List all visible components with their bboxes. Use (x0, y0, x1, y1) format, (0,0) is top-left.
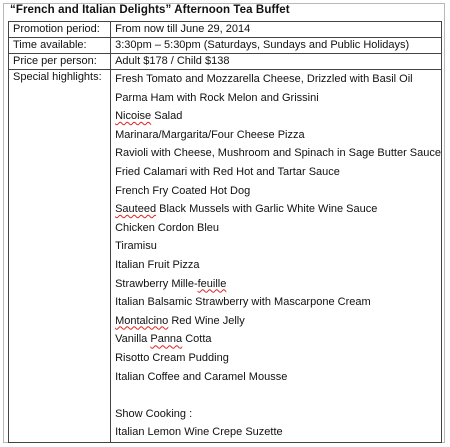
table-row (9, 38, 442, 54)
list-item: Fried Calamari with Red Hot and Tartar Sauce (115, 165, 340, 178)
list-item: Risotto Cream Pudding (115, 351, 229, 364)
highlights-list (111, 70, 442, 443)
list-item: Ravioli with Cheese, Mushroom and Spinach in Sage Butter Sauce (115, 147, 441, 160)
document-title: “French and Italian Delights” Afternoon Tea Buffet (10, 4, 290, 16)
table-row (9, 54, 442, 70)
list-item: Strawberry Mille-feuille (115, 277, 227, 290)
show-cooking-heading: Show Cooking : (115, 407, 193, 420)
row-label-promotion-period: Promotion period: (9, 22, 111, 38)
list-item: Tiramisu (115, 240, 157, 253)
row-label-special-highlights: Special highlights: (9, 70, 111, 443)
table-row (9, 70, 442, 443)
row-label-time-available: Time available: (9, 38, 111, 54)
list-item: Sauteed Black Mussels with Garlic White Wine Sauce (115, 203, 378, 216)
list-item: Parma Ham with Rock Melon and Grissini (115, 91, 319, 104)
list-item: Italian Balsamic Strawberry with Mascarpone Cream (115, 296, 371, 309)
list-item: Chicken Cordon Bleu (115, 221, 220, 234)
list-item: Marinara/Margarita/Four Cheese Pizza (115, 128, 305, 141)
offer-table (8, 21, 442, 443)
list-item-spacer (115, 386, 441, 405)
list-item: Vanilla Panna Cotta (115, 333, 212, 346)
list-item: Italian Coffee and Caramel Mousse (115, 370, 288, 383)
list-item: Fresh Tomato and Mozzarella Cheese, Drizzled with Basil Oil (115, 73, 413, 85)
list-item: Italian Fruit Pizza (115, 258, 200, 271)
list-item: Nicoise Salad (115, 110, 183, 123)
row-value-promotion-period: From now till June 29, 2014 (111, 22, 442, 38)
list-item: Montalcino Red Wine Jelly (115, 314, 245, 327)
row-label-price: Price per person: (9, 54, 111, 70)
list-item: Italian Lemon Wine Crepe Suzette (115, 426, 283, 439)
list-item: French Fry Coated Hot Dog (115, 184, 251, 197)
table-row (9, 22, 442, 38)
row-value-price: Adult $178 / Child $138 (111, 54, 442, 70)
row-value-time-available: 3:30pm – 5:30pm (Saturdays, Sundays and Public Holidays) (111, 38, 442, 54)
